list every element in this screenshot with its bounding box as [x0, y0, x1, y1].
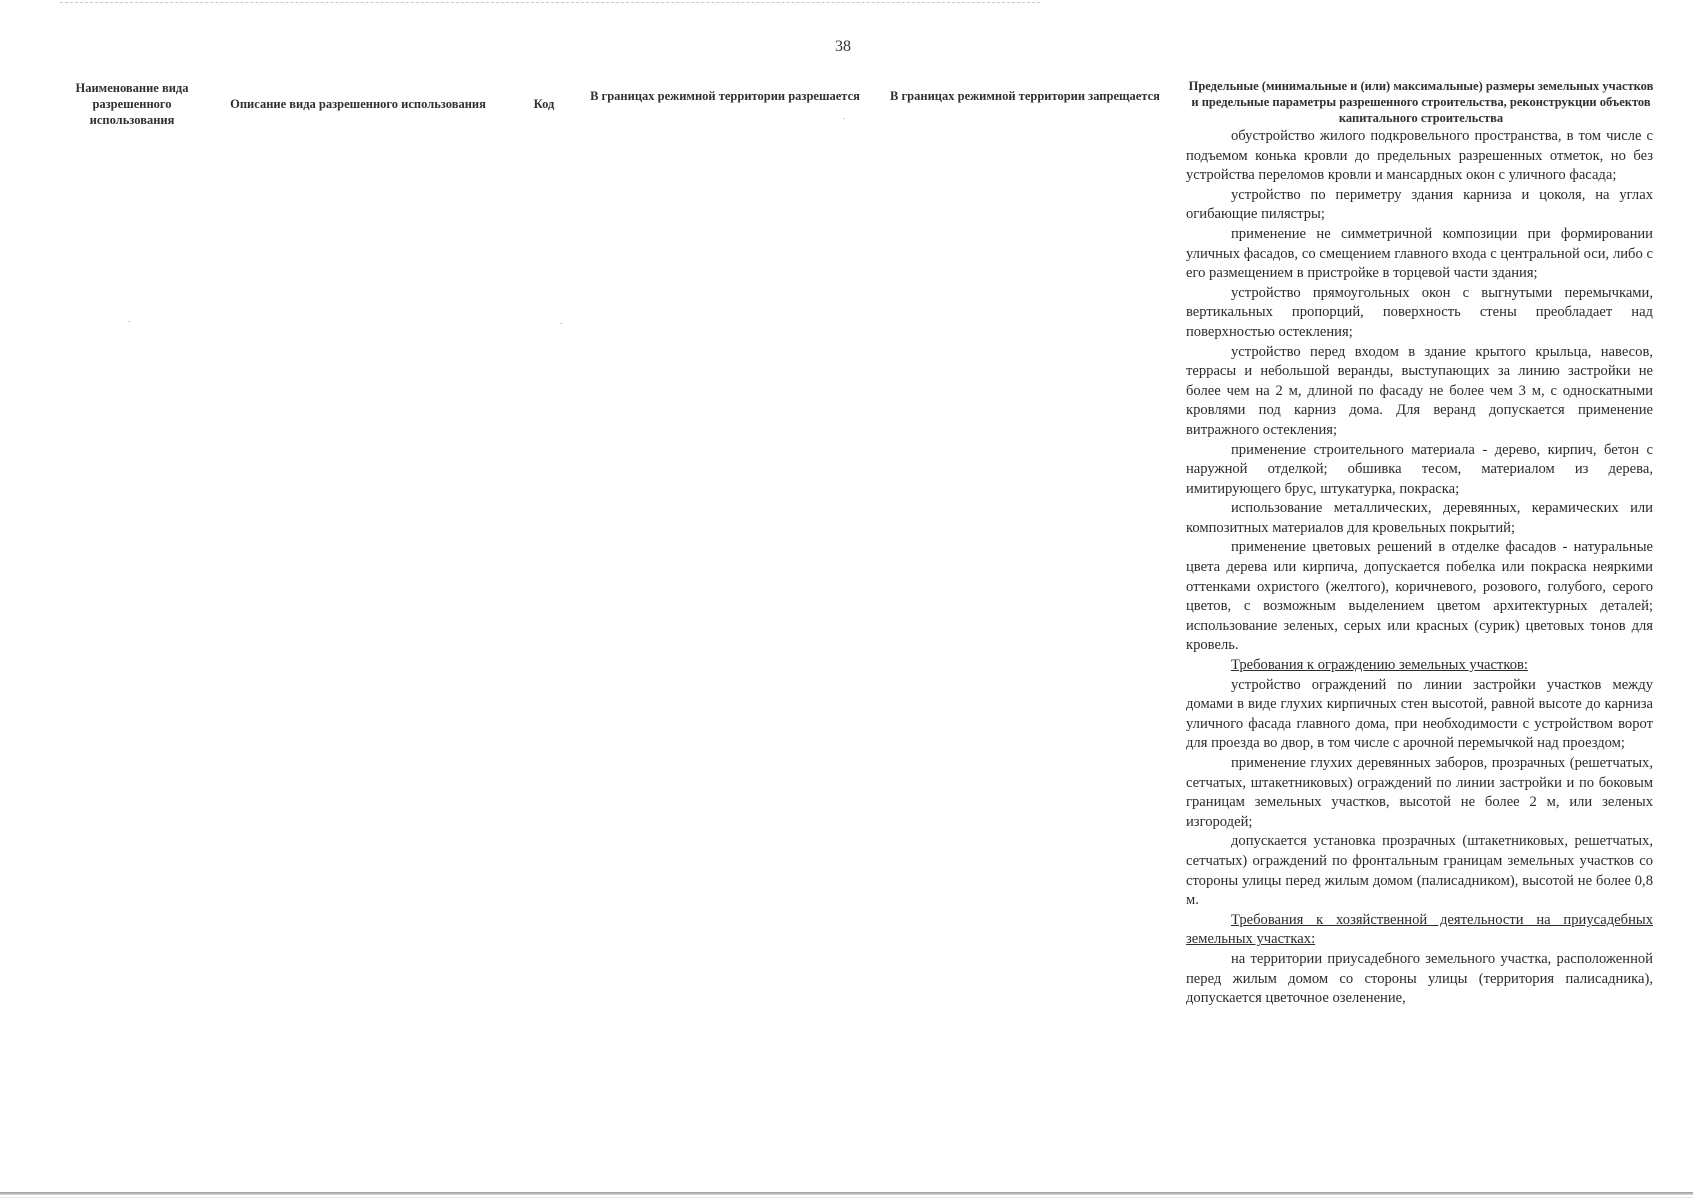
column-header-allowed: В границах режимной территории разрешается — [590, 89, 860, 103]
limits-column-text — [1186, 127, 1653, 1009]
fence-requirements-heading: Требования к ограждению земельных участков: — [1231, 657, 1528, 674]
scan-speck — [843, 118, 845, 119]
paragraph: допускается установка прозрачных (штакетниковых, решетчатых, сетчатых) ограждений по фронтальным границам земельных участков со стороны улицы перед жилым домом (палисадником), высотой не более 0,8 м. — [1186, 833, 1653, 909]
paragraph: применение строительного материала - дерево, кирпич, бетон с наружной отделкой; обшивка тесом, материалом из дерева, имитирующего брус, штукатурка, покраска; — [1186, 441, 1653, 497]
paragraph: применение не симметричной композиции при формировании уличных фасадов, со смещением главного входа с центральной оси, либо с его размещением в пристройке в торцевой части здания; — [1186, 225, 1653, 282]
scan-speck — [560, 323, 562, 324]
scan-artifact-bottom — [0, 1192, 1693, 1195]
scan-artifact-top — [60, 2, 1040, 3]
paragraph: на территории приусадебного земельного участка, расположенной перед жилым домом со стороны улицы (территория палисадника), допускается цветочное озеленение, — [1186, 950, 1653, 1007]
paragraph: применение глухих деревянных заборов, прозрачных (решетчатых, сетчатых, штакетниковых) ограждений по линии застройки и по боковым границам земельных участков, высотой не более 2 м, или зеленых изгородей; — [1186, 755, 1653, 830]
paragraph: устройство ограждений по линии застройки участков между домами в виде глухих кирпичных стен высотой, равной высоте до карниза уличного фасада главного дома, при необходимости с устройством ворот для проезда во двор, в том числе с арочной перемычкой над проездом; — [1186, 676, 1653, 752]
column-header-code: Код — [533, 97, 555, 111]
page-number: 38 — [835, 38, 851, 55]
paragraph: обустройство жилого подкровельного пространства, в том числе с подъемом конька кровли до предельных разрешенных отметок, но без устройства переломов кровли и мансардных окон с уличного фасада; — [1186, 128, 1653, 184]
scan-speck — [128, 321, 130, 322]
paragraph: использование металлических, деревянных, керамических или композитных материалов для кровельных покрытий; — [1186, 500, 1653, 536]
paragraph: устройство перед входом в здание крытого крыльца, навесов, террасы и небольшой веранды, выступающих за линию застройки не более чем на 2 м, длиной по фасаду не более чем 3 м, с односкатными кровлями под карниз дома. Для веранд допускается применение витражного остекления; — [1186, 343, 1653, 438]
column-header-description: Описание вида разрешенного использования — [230, 97, 486, 111]
scan-artifact-bottom-thin — [0, 1197, 1693, 1198]
column-header-limits: Предельные (минимальные и (или) максимальные) размеры земельных участков и предельные параметры разрешенного строительства, реконструкции объектов капитального строительства — [1188, 79, 1654, 125]
paragraph: устройство по периметру здания карниза и цоколя, на углах огибающие пилястры; — [1186, 186, 1653, 223]
column-header-name: Наименование вида разрешенного использования — [75, 81, 189, 127]
paragraph: устройство прямоугольных окон с выгнутыми перемычками, вертикальных пропорций, поверхность стены преобладает над поверхностью остекления; — [1186, 284, 1653, 340]
household-requirements-heading: Требования к хозяйственной деятельности на приусадебных земельных участках: — [1186, 911, 1653, 948]
column-header-forbidden: В границах режимной территории запрещается — [890, 89, 1160, 103]
paragraph: применение цветовых решений в отделке фасадов - натуральные цвета дерева или кирпича, допускается побелка или покраска неяркими оттенками охристого (желтого), коричневого, розового, голубого, серого цветов, с возможным выделением цветом архитектурных деталей; использование зеленых, серых или красных (сурик) цветовых тонов для кровель. — [1186, 539, 1653, 654]
